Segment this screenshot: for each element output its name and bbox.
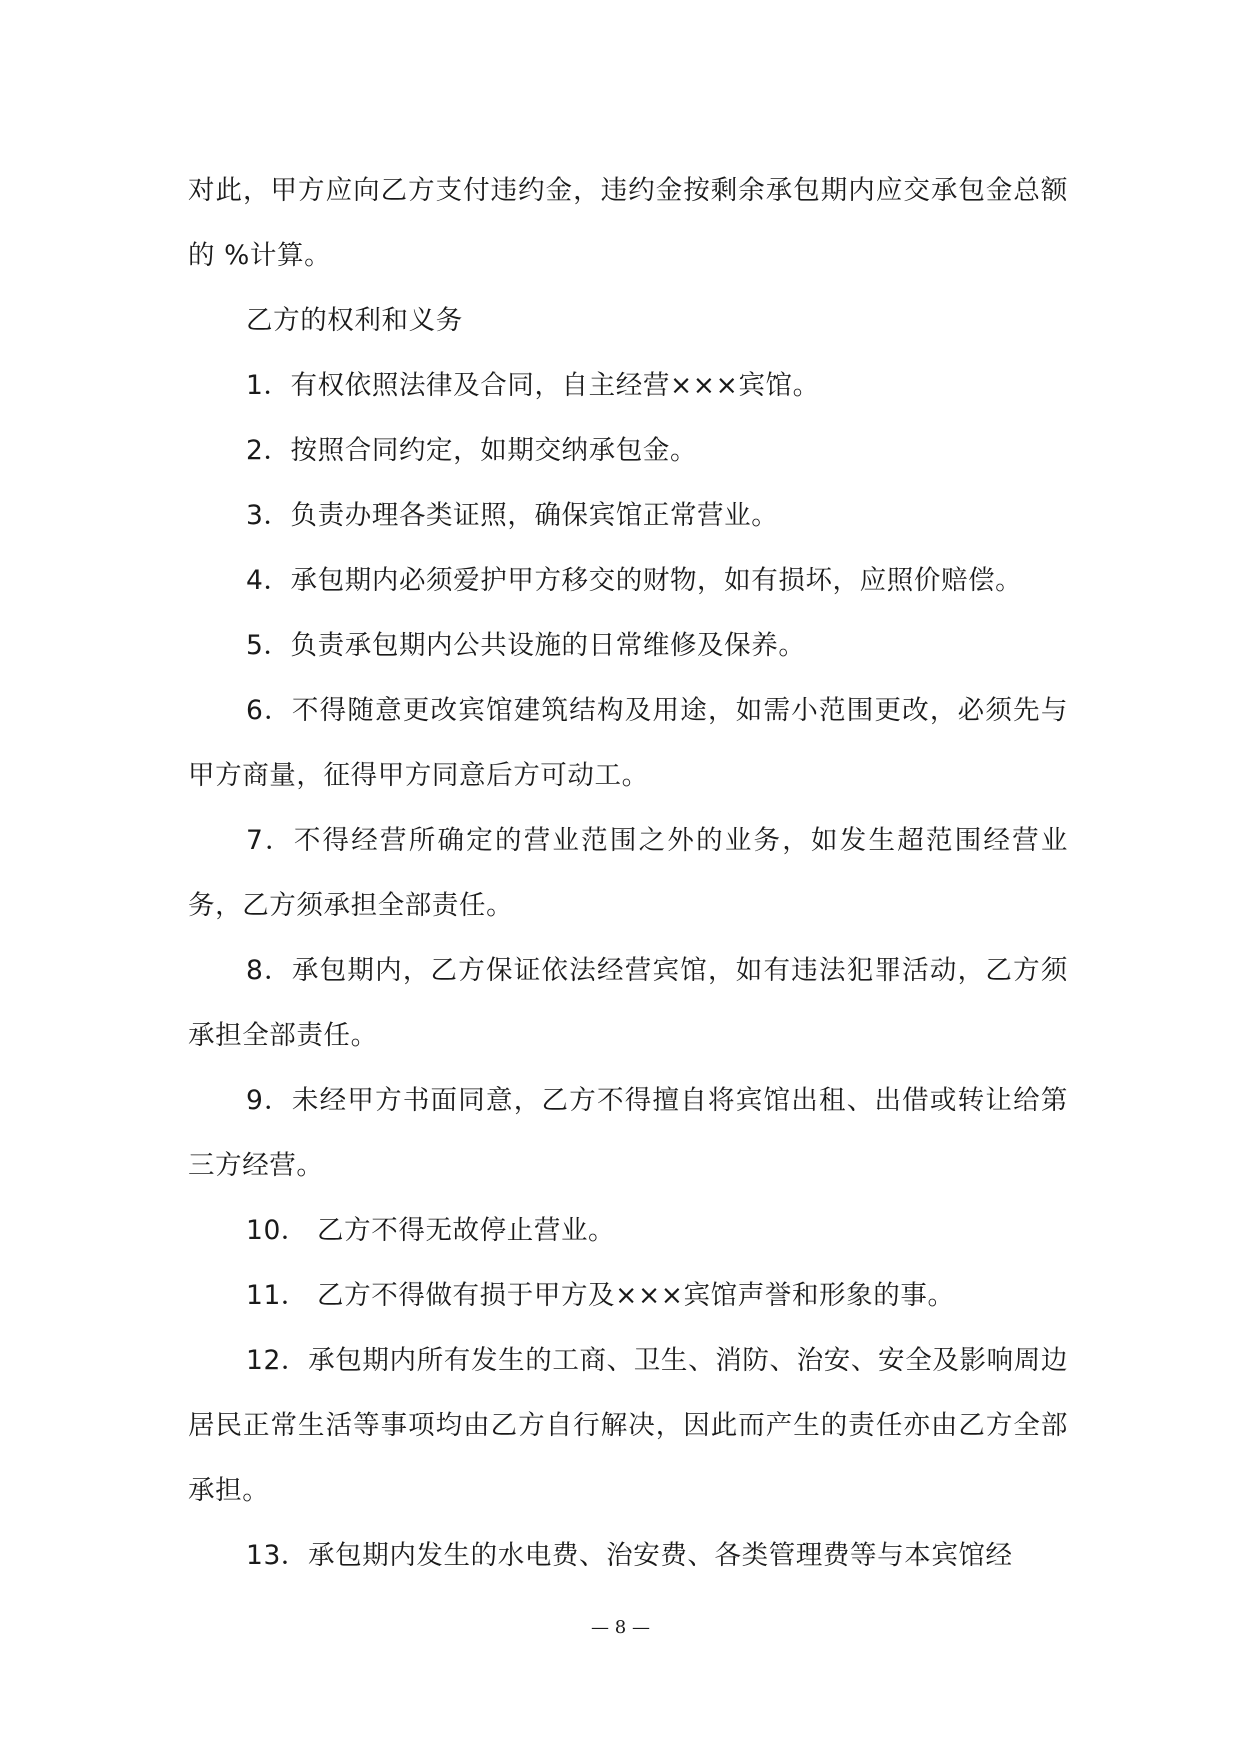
clause-6: 6．不得随意更改宾馆建筑结构及用途，如需小范围更改，必须先与甲方商量，征得甲方同意后方可动工。: [188, 695, 1068, 791]
clause-10: 10． 乙方不得无故停止营业。: [246, 1215, 616, 1246]
clause-5: 5．负责承包期内公共设施的日常维修及保养。: [246, 630, 806, 661]
clause-9: 9．未经甲方书面同意，乙方不得擅自将宾馆出租、出借或转让给第三方经营。: [188, 1085, 1068, 1181]
section-heading-party-b-rights: 乙方的权利和义务: [246, 305, 463, 336]
page-number: — 8 —: [591, 1617, 650, 1638]
paragraph-penalty-continuation: 对此，甲方应向乙方支付违约金，违约金按剩余承包期内应交承包金总额的 %计算。: [188, 175, 1068, 271]
clause-3: 3．负责办理各类证照，确保宾馆正常营业。: [246, 500, 779, 531]
clause-7: 7．不得经营所确定的营业范围之外的业务，如发生超范围经营业务，乙方须承担全部责任。: [188, 825, 1068, 921]
clause-4: 4．承包期内必须爱护甲方移交的财物，如有损坏，应照价赔偿。: [246, 565, 1023, 596]
clause-1: 1．有权依照法律及合同，自主经营×××宾馆。: [246, 370, 820, 401]
document-body: [188, 158, 1068, 1588]
clause-13: 13．承包期内发生的水电费、治安费、各类管理费等与本宾馆经: [246, 1540, 1013, 1571]
clause-11: 11． 乙方不得做有损于甲方及×××宾馆声誉和形象的事。: [246, 1280, 955, 1311]
clause-12: 12．承包期内所有发生的工商、卫生、消防、治安、安全及影响周边居民正常生活等事项均由乙方自行解决，因此而产生的责任亦由乙方全部承担。: [188, 1345, 1068, 1506]
clause-8: 8．承包期内，乙方保证依法经营宾馆，如有违法犯罪活动，乙方须承担全部责任。: [188, 955, 1068, 1051]
clause-2: 2．按照合同约定，如期交纳承包金。: [246, 435, 698, 466]
